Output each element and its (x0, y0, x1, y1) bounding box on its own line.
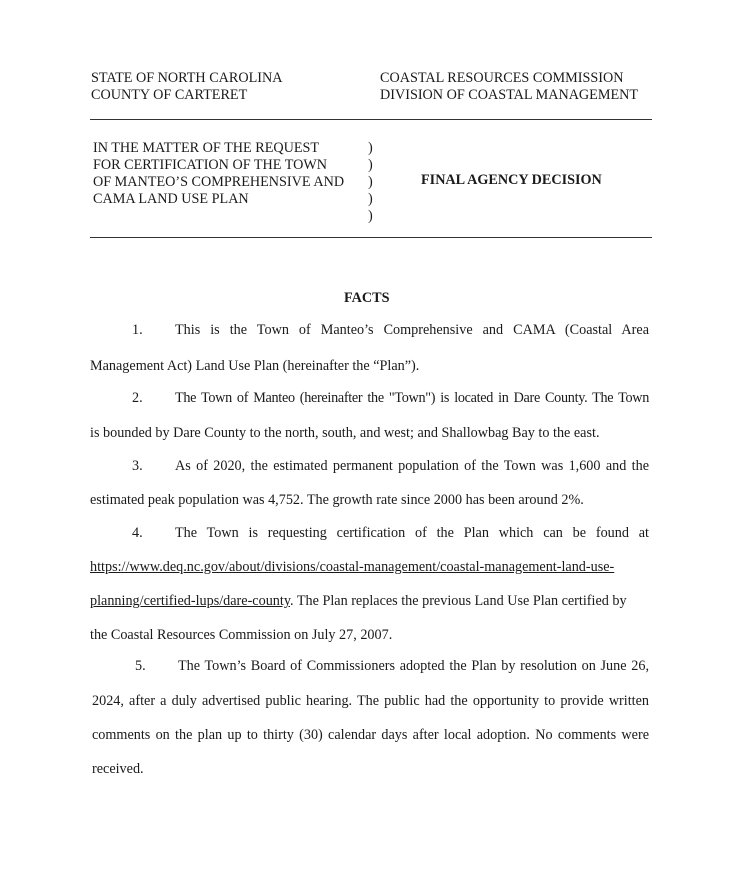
para-5-line-2: 2024, after a duly advertised public hearing. The public had the opportunity to provide written (92, 693, 649, 709)
paren: ) (368, 174, 373, 190)
para-4-after-link: . The Plan replaces the previous Land Use Plan certified by (290, 593, 627, 609)
top-rule (90, 119, 652, 120)
para-4-line-3 (90, 592, 650, 610)
paren: ) (368, 157, 373, 173)
caption-line-3: OF MANTEO’S COMPREHENSIVE AND (93, 174, 345, 190)
caption-parens (368, 140, 378, 225)
para-2-number: 2. (132, 390, 143, 406)
para-5-number: 5. (135, 658, 146, 674)
decision-title: FINAL AGENCY DECISION (421, 172, 602, 188)
para-5-line-1: The Town’s Board of Commissioners adopted the Plan by resolution on June 26, (178, 658, 649, 674)
para-5-line-4: received. (92, 761, 144, 777)
paren: ) (368, 140, 373, 156)
para-4-link-line-1 (90, 558, 614, 576)
para-4-line-1: The Town is requesting certification of the Plan which can be found at (175, 525, 649, 541)
paren: ) (368, 191, 373, 207)
para-4-number: 4. (132, 525, 143, 541)
caption-line-4: CAMA LAND USE PLAN (93, 191, 249, 207)
plan-url-link[interactable]: https://www.deq.nc.gov/about/divisions/coastal-management/coastal-management-land-use- (90, 559, 615, 575)
para-1-number: 1. (132, 322, 143, 338)
para-4-line-4: the Coastal Resources Commission on July 27, 2007. (90, 627, 393, 643)
para-5-line-3: comments on the plan up to thirty (30) calendar days after local adoption. No comments were (92, 727, 649, 743)
para-3-line-1: As of 2020, the estimated permanent population of the Town was 1,600 and the (175, 458, 649, 474)
state-line: STATE OF NORTH CAROLINA (91, 70, 283, 86)
division-line: DIVISION OF COASTAL MANAGEMENT (380, 87, 639, 103)
commission-line: COASTAL RESOURCES COMMISSION (380, 70, 624, 86)
para-1-line-2: Management Act) Land Use Plan (hereinafter the “Plan”). (90, 358, 420, 374)
plan-url-link-continued[interactable]: planning/certified-lups/dare-county (90, 593, 290, 609)
para-3-number: 3. (132, 458, 143, 474)
para-2-line-1: The Town of Manteo (hereinafter the "Town") is located in Dare County. The Town (175, 390, 649, 406)
county-line: COUNTY OF CARTERET (91, 87, 248, 103)
caption-block (93, 140, 344, 208)
facts-heading: FACTS (344, 290, 390, 306)
caption-line-1: IN THE MATTER OF THE REQUEST (93, 140, 320, 156)
para-1-line-1: This is the Town of Manteo’s Comprehensive and CAMA (Coastal Area (175, 322, 649, 338)
para-2-line-2: is bounded by Dare County to the north, south, and west; and Shallowbag Bay to the east. (90, 425, 600, 441)
para-3-line-2: estimated peak population was 4,752. The growth rate since 2000 has been around 2%. (90, 492, 584, 508)
header-left (91, 70, 283, 104)
paren: ) (368, 208, 373, 224)
bottom-rule (90, 237, 652, 238)
caption-line-2: FOR CERTIFICATION OF THE TOWN (93, 157, 328, 173)
header-right (380, 70, 638, 104)
